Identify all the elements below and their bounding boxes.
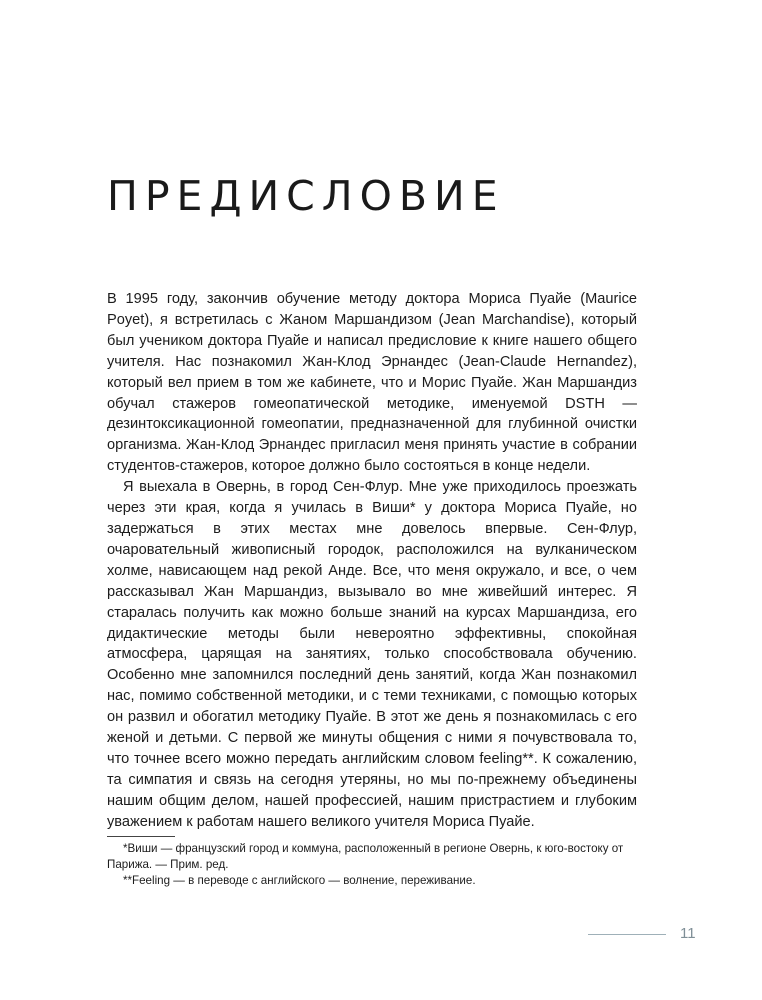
footnote: **Feeling — в переводе с английского — волнение, переживание. [123,874,476,887]
footnote-divider [107,836,175,837]
footnotes [107,841,637,889]
footnote: *Виши — французский город и коммуна, расположенный в регионе Овернь, к юго-востоку от Парижа. — Прим. ред. [107,842,624,871]
body-text [107,289,637,833]
paragraph: Я выехала в Овернь, в город Сен-Флур. Мне уже приходилось проезжать через эти края, когда я училась в Виши* у доктора Мориса Пуайе, но задержаться в этих местах мне довелось впервые. Сен-Флур, очаровательный живописный городок, расположился на вулканическом холме, нависающем над рекой Анде. Все, что меня окружало, и все, о чем рассказывал Жан Маршандиз, вызывало во мне живейший интерес. Я старалась получить как можно больше знаний на курсах Маршандиза, его дидактические методы были невероятно эффективны, спокойная атмосфера, царящая на занятиях, только способствовала обучению. Особенно мне запомнился последний день занятий, когда Жан познакомил нас, помимо собственной методики, и с теми техниками, с помощью которых он развил и обогатил методику Пуайе. В этот же день я познакомилась с его женой и детьми. С первой же минуты общения с ними я почувствовала то, что точнее всего можно передать английским словом feeling**. К сожалению, та симпатия и связь на сегодня утеряны, но мы по-прежнему объединены нашим общим делом, нашей профессией, нашим пристрастием и глубоким уважением к работам нашего великого учителя Мориса Пуайе. [107,479,637,830]
footer-divider [588,934,666,935]
page-title: ПРЕДИСЛОВИЕ [107,172,505,220]
page-number: 11 [680,925,696,942]
paragraph: В 1995 году, закончив обучение методу доктора Мориса Пуайе (Maurice Poyet), я встретилась с Жаном Маршандизом (Jean Marchandise), который был учеником доктора Пуайе и написал предисловие к книге нашего общего учителя. Нас познакомил Жан-Клод Эрнандес (Jean-Claude Hernandez), который вел прием в том же кабинете, что и Морис Пуайе. Жан Маршандиз обучал стажеров гомеопатической методике, именуемой DSTH — дезинтоксикационной гомеопатии, предназначенной для глубинной очистки организма. Жан-Клод Эрнандес пригласил меня принять участие в собрании студентов-стажеров, которое должно было состояться в конце недели. [107,291,637,475]
